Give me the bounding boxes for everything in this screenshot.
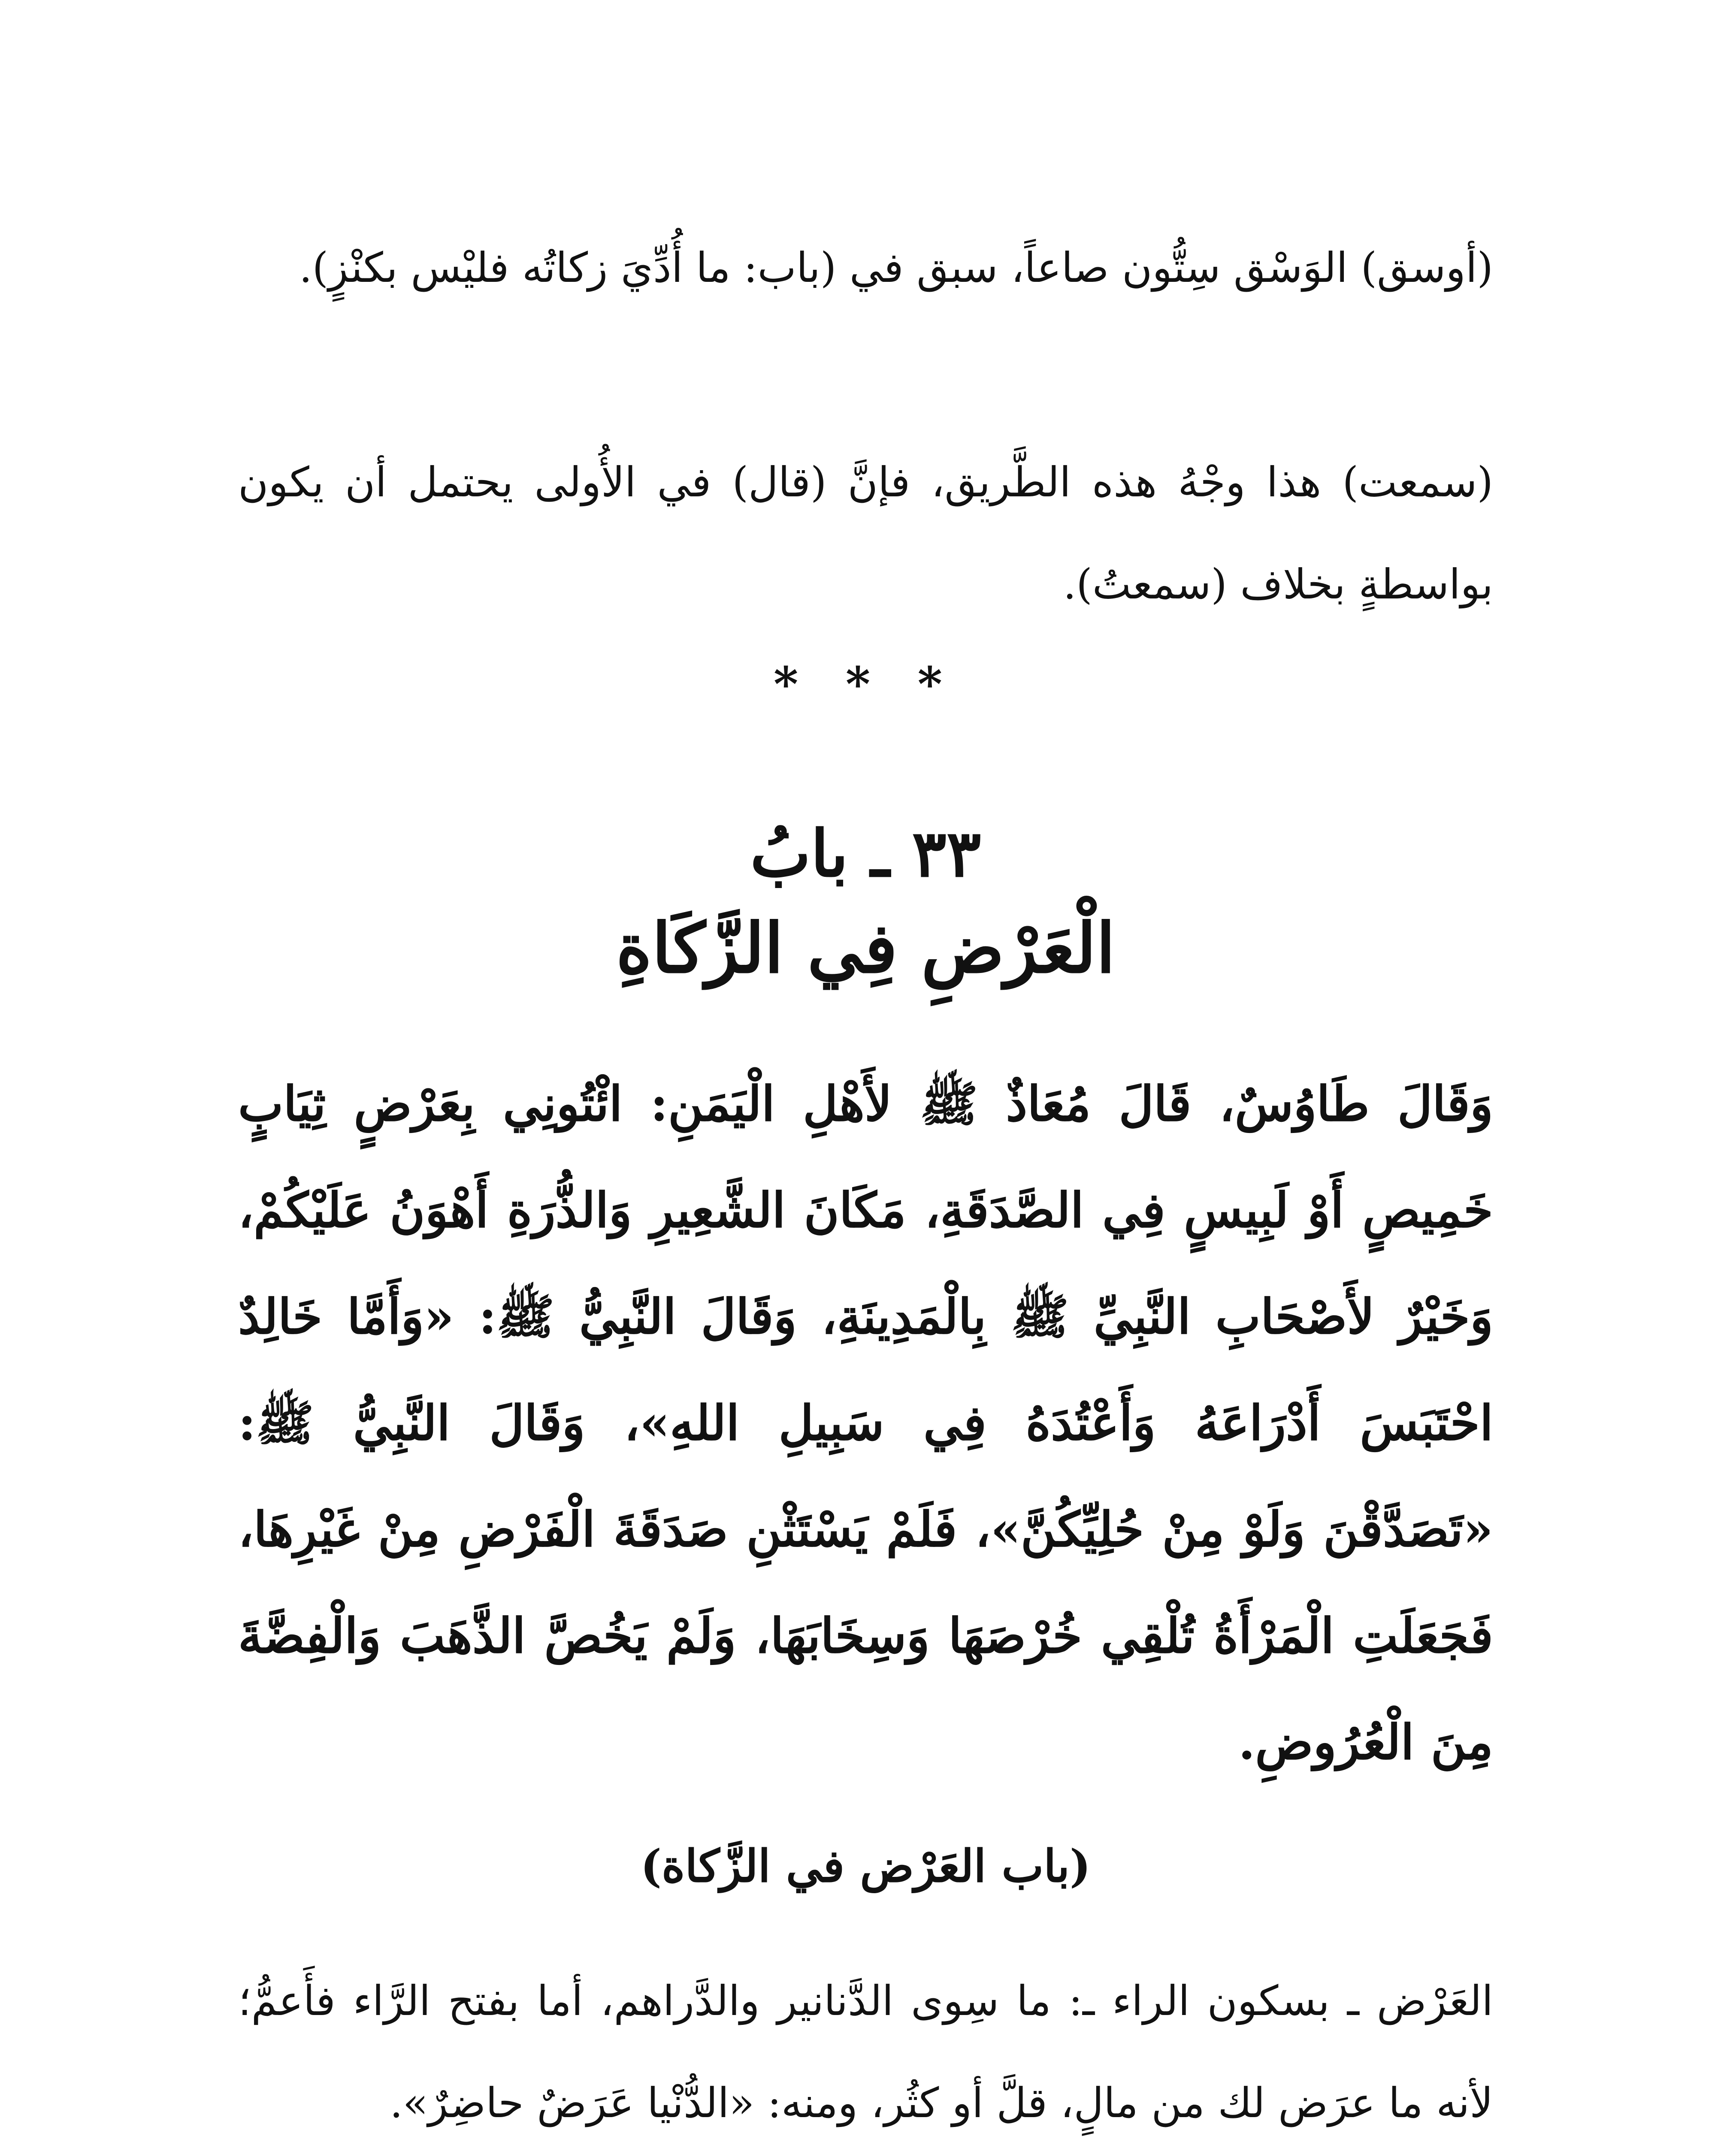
- hadith-text: وَقَالَ طَاوُسٌ، قَالَ مُعَاذٌ ﷺ لأَهْلِ الْيَمَنِ: ائْتُونِي بِعَرْضٍ ثِيَابٍ خَمِيصٍ أَوْ لَبِيسٍ فِي الصَّدَقَةِ، مَكَانَ الشَّعِيرِ وَالذُّرَةِ أَهْوَنُ عَلَيْكُمْ، وَخَيْرٌ لأَصْحَابِ النَّبِيِّ ﷺ بِالْمَدِينَةِ، وَقَالَ النَّبِيُّ ﷺ: «وَأَمَّا خَالِدٌ احْتَبَسَ أَدْرَاعَهُ وَأَعْتُدَهُ فِي سَبِيلِ اللهِ»، وَقَالَ النَّبِيُّ ﷺ: «تَصَدَّقْنَ وَلَوْ مِنْ حُلِيِّكُنَّ»، فَلَمْ يَسْتَثْنِ صَدَقَةَ الْفَرْضِ مِنْ غَيْرِهَا، فَجَعَلَتِ الْمَرْأَةُ تُلْقِي خُرْصَهَا وَسِخَابَهَا، وَلَمْ يَخُصَّ الذَّهَبَ وَالْفِضَّةَ مِنَ الْعُرُوضِ.: [238, 1076, 1494, 1770]
- chapter-number: ٣٣ ـ بابُ: [750, 816, 981, 891]
- commentary-heading: (باب العَرْض في الزَّكاة): [640, 1840, 1091, 1892]
- commentary-paragraph-wasq: (أوسق) الوَسْق سِتُّون صاعاً، سبق في (باب: ما أُدِّيَ زكاتُه فليْس بكنْزٍ).: [299, 244, 1493, 292]
- chapter-title: الْعَرْضِ فِي الزَّكَاةِ: [616, 908, 1116, 988]
- commentary-paragraph-ard: العَرْض ـ بسكون الراء ـ: ما سِوى الدَّنانير والدَّراهم، أما بفتح الرَّاء فأَعمُّ؛ لأنه ما عرَض لك من مالٍ، قلَّ أو كثُر، ومنه: «الدُّنْيا عَرَضٌ حاضِرٌ».: [238, 1977, 1493, 2127]
- commentary-paragraph-samitu: (سمعت) هذا وجْهُ هذه الطَّريق، فإنَّ (قال) في الأُولى يحتمل أن يكون بواسطةٍ بخلاف (سمعتُ).: [238, 458, 1493, 608]
- section-separator: * * *: [773, 656, 958, 712]
